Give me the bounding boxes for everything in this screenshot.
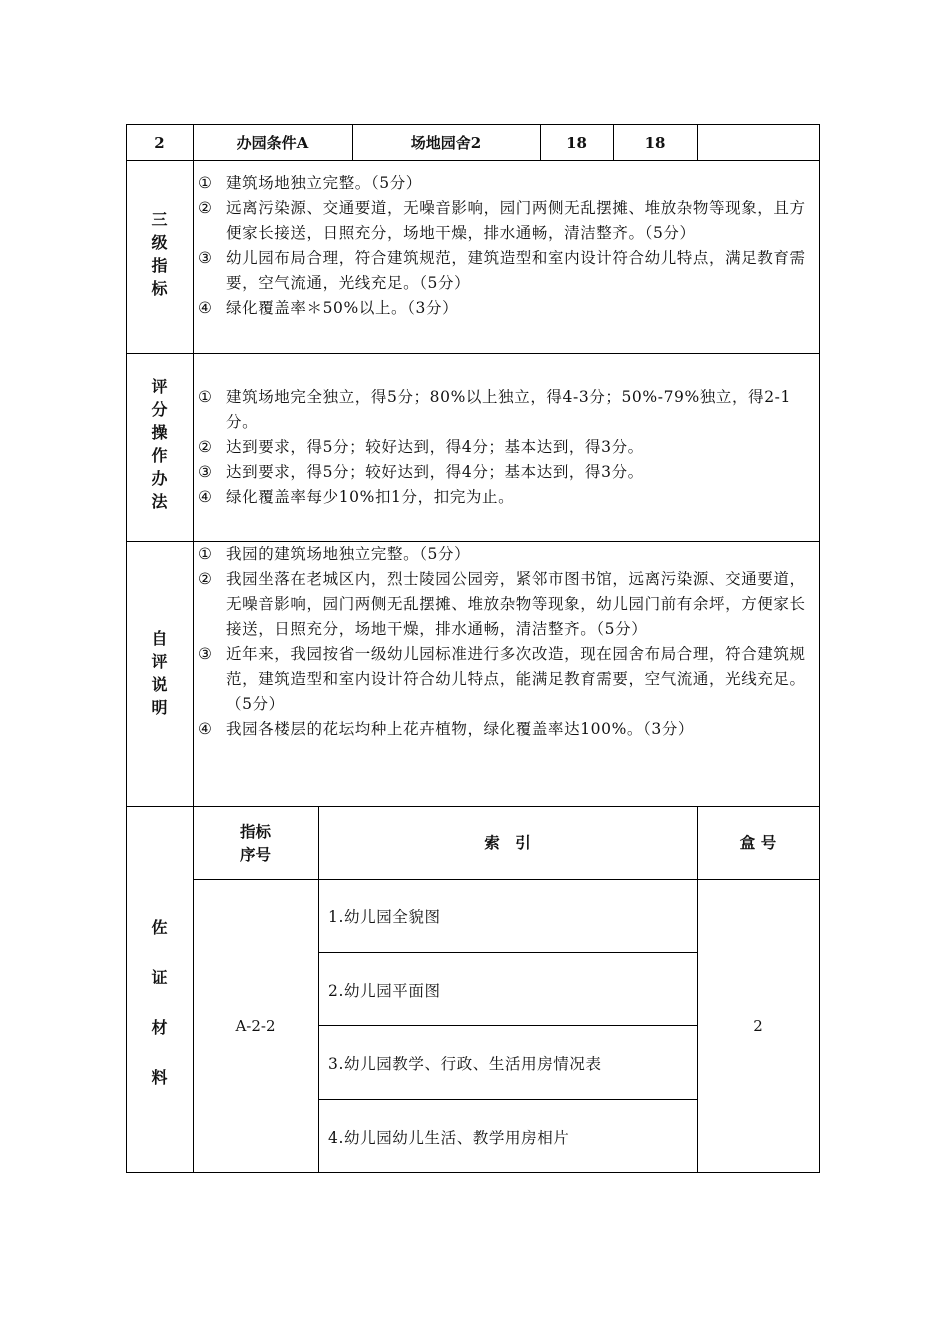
header-item: 场地园舍2 <box>410 134 482 152</box>
scoring-item <box>198 485 814 510</box>
item-number: ③ <box>198 463 213 481</box>
self-eval-item <box>198 542 814 567</box>
indicator-item <box>198 171 814 196</box>
item-number: ① <box>198 174 213 192</box>
evidence-entry: 3.幼儿园教学、行政、生活用房情况表 <box>328 1055 602 1073</box>
item-number: ④ <box>198 488 213 506</box>
label-char: 说 <box>151 675 168 694</box>
item-text: 幼儿园布局合理，符合建筑规范，建筑造型和室内设计符合幼儿特点，满足教育需要，空气流通，光线充足。（5分） <box>226 249 806 292</box>
evidence-index-no: A-2-2 <box>235 1016 276 1035</box>
item-text: 我园的建筑场地独立完整。（5分） <box>226 545 471 563</box>
self-eval-label <box>126 627 193 719</box>
scoring-content <box>198 385 814 510</box>
indicator-item <box>198 196 814 246</box>
item-text: 建筑场地独立完整。（5分） <box>226 174 422 192</box>
label-char: 办 <box>151 469 168 488</box>
item-text: 近年来，我园按省一级幼儿园标准进行多次改造，现在园舍布局合理，符合建筑规范，建筑造型和室内设计符合幼儿特点，能满足教育需要，空气流通，光线充足。（5分） <box>226 645 806 713</box>
label-char: 三 <box>151 210 168 229</box>
item-number: ④ <box>198 720 213 738</box>
table-right-border <box>819 124 820 1173</box>
label-char: 级 <box>151 233 168 252</box>
label-char: 分 <box>151 400 168 419</box>
col-header-index-no-line2: 序号 <box>239 844 271 864</box>
evidence-label <box>126 903 193 1103</box>
item-number: ④ <box>198 299 213 317</box>
label-char: 自 <box>151 629 168 648</box>
item-text: 建筑场地完全独立，得5分；80%以上独立，得4-3分；50%-79%独立，得2-1分。 <box>226 388 791 431</box>
header-score-self: 18 <box>644 133 666 152</box>
evidence-entry: 1.幼儿园全貌图 <box>328 908 441 926</box>
item-number: ② <box>198 438 213 456</box>
header-extra <box>697 124 819 161</box>
entry-divider <box>318 952 697 953</box>
self-eval-item <box>198 567 814 642</box>
label-char: 作 <box>151 446 168 465</box>
indicator-item <box>198 246 814 296</box>
entry-divider <box>318 1025 697 1026</box>
scoring-item <box>198 385 814 435</box>
evidence-entry: 2.幼儿园平面图 <box>328 982 441 1000</box>
item-number: ② <box>198 570 213 588</box>
label-char: 标 <box>151 279 168 298</box>
col-header-index-no-line1: 指标 <box>239 821 271 841</box>
scoring-item <box>198 460 814 485</box>
item-text: 我园各楼层的花坛均种上花卉植物，绿化覆盖率达100%。（3分） <box>226 720 695 738</box>
item-number: ① <box>198 388 213 406</box>
item-text: 我园坐落在老城区内，烈士陵园公园旁，紧邻市图书馆，远离污染源、交通要道，无噪音影响，园门两侧无乱摆摊、堆放杂物等现象，幼儿园门前有余坪，方便家长接送，日照充分，场地干燥，排水通畅，清洁整齐。（5分） <box>226 570 806 638</box>
indicator-item <box>198 296 814 321</box>
self-eval-item <box>198 642 814 717</box>
indicators-content <box>198 171 814 321</box>
label-char: 法 <box>151 492 168 511</box>
item-text: 绿化覆盖率＊50%以上。（3分） <box>226 299 459 317</box>
header-seq: 2 <box>154 133 165 152</box>
label-char: 佐 <box>151 918 168 937</box>
item-text: 达到要求，得5分；较好达到，得4分；基本达到，得3分。 <box>226 463 644 481</box>
label-char: 指 <box>151 256 168 275</box>
self-eval-item <box>198 717 814 742</box>
header-score-total: 18 <box>566 133 587 152</box>
col-header-index-no <box>193 806 318 879</box>
indicators-label <box>126 208 193 300</box>
item-number: ② <box>198 199 213 217</box>
header-category: 办园条件A <box>236 134 309 152</box>
item-number: ③ <box>198 249 213 267</box>
item-text: 达到要求，得5分；较好达到，得4分；基本达到，得3分。 <box>226 438 644 456</box>
label-char: 操 <box>151 423 168 442</box>
label-char: 评 <box>151 652 168 671</box>
evidence-box-no: 2 <box>753 1016 763 1035</box>
self-eval-content <box>198 542 814 742</box>
col-header-box: 盒 号 <box>739 833 777 852</box>
label-char: 材 <box>151 1018 168 1037</box>
row-divider <box>126 353 820 354</box>
entry-divider <box>318 1099 697 1100</box>
item-number: ① <box>198 545 213 563</box>
item-number: ③ <box>198 645 213 663</box>
table-bottom-border <box>126 1172 820 1173</box>
label-char: 明 <box>151 698 168 717</box>
scoring-label <box>126 375 193 513</box>
col-header-index: 索 引 <box>484 833 531 852</box>
evidence-entry: 4.幼儿园幼儿生活、教学用房相片 <box>328 1129 570 1147</box>
item-text: 远离污染源、交通要道，无噪音影响，园门两侧无乱摆摊、堆放杂物等现象，且方便家长接送，日照充分，场地干燥，排水通畅，清洁整齐。（5分） <box>226 199 806 242</box>
label-char: 证 <box>151 968 168 987</box>
scoring-item <box>198 435 814 460</box>
item-text: 绿化覆盖率每少10%扣1分，扣完为止。 <box>226 488 515 506</box>
label-char: 料 <box>151 1068 168 1087</box>
label-char: 评 <box>151 377 168 396</box>
